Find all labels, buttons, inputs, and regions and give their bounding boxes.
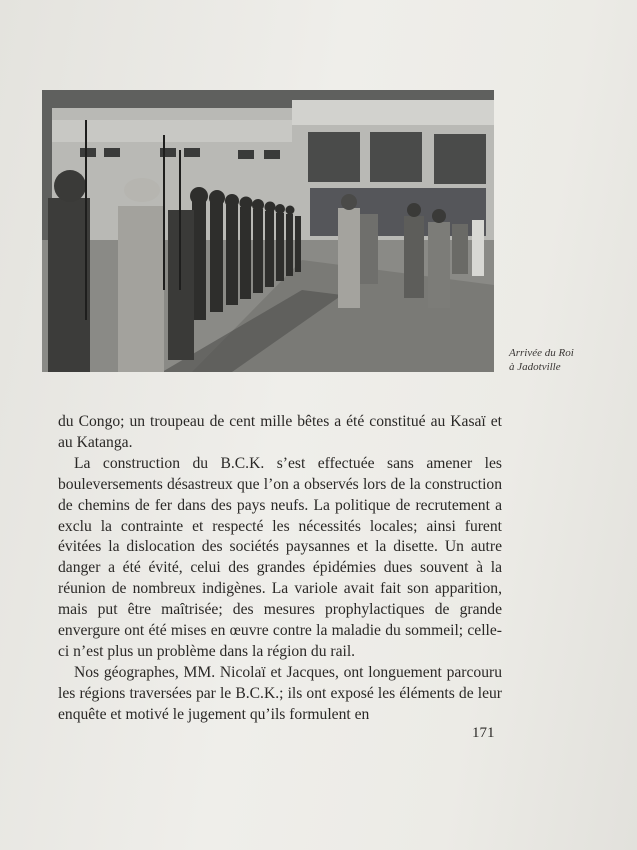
page-number: 171 xyxy=(472,725,495,741)
photo-caption xyxy=(509,346,619,374)
photograph-king-arrival xyxy=(42,90,494,372)
paragraph: La construction du B.C.K. s’est effectuée sans amener les bouleversements désastreux que l’on a observés lors de la construction de chemins de fer dans des pays neufs. La politique de recrutement a exclu la contrainte et respecté les nécessités locales; ainsi furent évitées la dislocation des sociétés paysannes et la disette. Un autre danger a été évité, celui des grandes épidémies dues souvent à la réunion de nombreux indigènes. La variole avait fait son apparition, mais put être maîtrisée; des mesures prophylactiques de grande envergure ont été mises en œuvre contre la maladie du sommeil; celle-ci n’est plus un problème dans la région du rail. xyxy=(58,454,502,660)
paragraph: du Congo; un troupeau de cent mille bêtes a été constitué au Kasaï et au Katanga. xyxy=(58,413,502,451)
paragraph: Nos géographes, MM. Nicolaï et Jacques, ont longuement parcouru les régions traversées par le B.C.K.; ils ont exposé les éléments de leur enquête et motivé le jugement qu’ils formulent en xyxy=(58,663,502,723)
caption-line-1: Arrivée du Roi xyxy=(509,347,574,359)
caption-line-2: à Jadotville xyxy=(509,361,561,373)
body-text xyxy=(58,412,502,726)
